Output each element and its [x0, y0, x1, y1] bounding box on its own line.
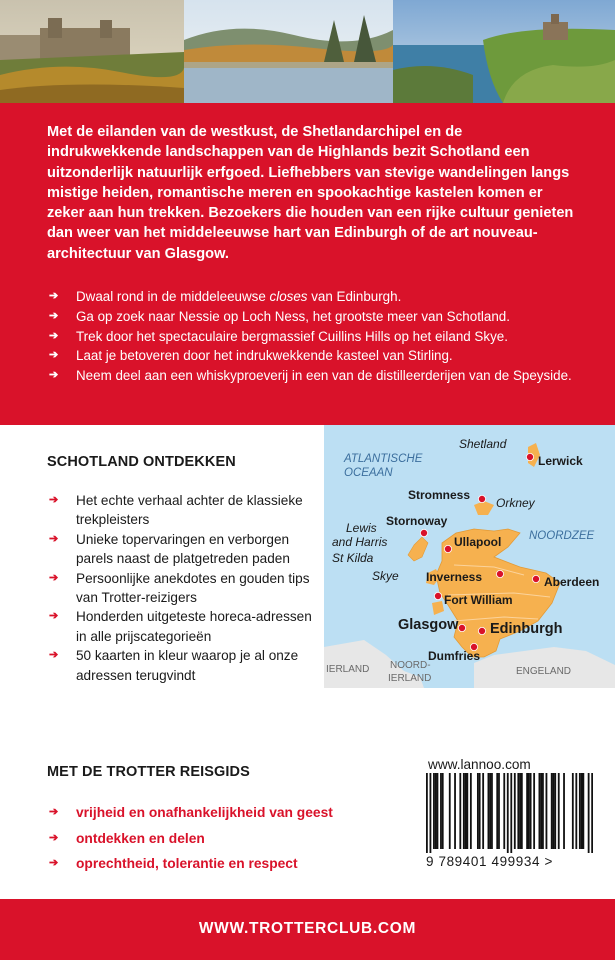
- inverness-marker: [496, 570, 503, 577]
- northsea-label: NOORDZEE: [529, 530, 595, 542]
- barcode-bar: [440, 773, 442, 849]
- discover-title: SCHOTLAND ONTDEKKEN: [47, 454, 236, 470]
- list-item: ➔ 50 kaarten in kleur waarop je al onze adressen terugvindt: [49, 648, 299, 683]
- barcode-bar: [539, 773, 541, 849]
- barcode-bar: [528, 773, 530, 849]
- dumfries-label: Dumfries: [428, 649, 481, 663]
- barcode-bar: [533, 773, 535, 849]
- barcode-bar: [526, 773, 528, 849]
- aberdeen-label: Aberdeen: [544, 575, 600, 589]
- arrow-icon: ➔: [49, 290, 59, 302]
- photo-strip: [0, 0, 615, 103]
- list-item: ➔ Unieke topervaringen en verborgen parels naast de platgetreden paden: [49, 531, 290, 567]
- barcode-bar: [470, 773, 472, 849]
- loch-autumn-photo: [184, 0, 393, 103]
- barcode-bar: [454, 773, 456, 849]
- barcode-bar: [482, 773, 484, 849]
- barcode-bar: [498, 773, 500, 849]
- fort-william-label: Fort William: [444, 593, 513, 607]
- aberdeen-marker: [532, 575, 539, 582]
- barcode-bar: [519, 773, 521, 849]
- barcode-bar: [553, 773, 555, 849]
- list-item: ➔ Laat je betoveren door het indrukwekkende kasteel van Stirling.: [47, 346, 587, 366]
- england-label: ENGELAND: [516, 666, 572, 677]
- list-item: ➔ Het echte verhaal achter de klassieke trekpleisters: [49, 493, 303, 528]
- intro-text: Met de eilanden van de westkust, de Shetlandarchipel en de indrukwekkende landschappen van de Highlands bezit Schotland een uitzonderlijk natuurlijk erfgoed. Liefhebbers van stevige wandelingen langs mistige heiden, romantische meren en spookachtige kastelen komen er zeker aan hun trekken. Bezoekers die houden van een rijke cultuur genieten dan weer van het middeleeuwse hart van Edinburgh of de art nouveau-architectuur van Glasgow.: [47, 124, 574, 262]
- barcode-bar: [563, 773, 565, 849]
- barcode-bar: [503, 773, 505, 849]
- barcode-bar: [442, 773, 444, 849]
- barcode-bar: [542, 773, 544, 849]
- barcode-bar: [521, 773, 523, 849]
- barcode-bar: [540, 773, 542, 849]
- list-item: ➔ Ga op zoek naar Nessie op Loch Ness, het grootste meer van Schotland.: [47, 307, 587, 327]
- barcode-bar: [433, 773, 435, 849]
- arrow-icon: ➔: [49, 857, 59, 869]
- edinburgh-marker: [478, 627, 485, 634]
- trotter-title: MET DE TROTTER REISGIDS: [47, 764, 250, 780]
- highlight-list: [47, 287, 587, 386]
- barcode-bar: [430, 773, 432, 853]
- arrow-icon: ➔: [49, 610, 59, 623]
- barcode-bar: [546, 773, 548, 849]
- stromness-label: Stromness: [408, 488, 471, 502]
- barcode-bar: [426, 773, 428, 853]
- list-item: ➔ Dwaal rond in de middeleeuwse closes van Edinburgh.: [47, 287, 587, 307]
- arrow-icon: ➔: [49, 329, 59, 342]
- barcode-bar: [530, 773, 532, 849]
- scotland-map: [324, 425, 615, 688]
- barcode-bar: [517, 773, 519, 849]
- stornoway-label: Stornoway: [386, 514, 448, 528]
- barcode-bar: [507, 773, 509, 853]
- st-kilda-label: St Kilda: [332, 551, 374, 565]
- arrow-icon: ➔: [49, 532, 59, 545]
- barcode-bar: [488, 773, 490, 849]
- northern-ireland-label-2: IERLAND: [388, 673, 432, 684]
- isbn-number: 9 789401 499934 >: [426, 854, 553, 869]
- list-item: ➔ Persoonlijke anekdotes en gouden tips van Trotter-reizigers: [49, 570, 310, 606]
- arrow-icon: ➔: [49, 806, 59, 818]
- barcode-bar: [551, 773, 553, 849]
- barcode-bar: [579, 773, 581, 849]
- list-item: ➔ Neem deel aan een whiskyproeverij in een van de distilleerderijen van de Speyside.: [47, 366, 587, 386]
- list-item: ➔ Trek door het spectaculaire bergmassief Cuillins Hills op het eiland Skye.: [47, 327, 587, 347]
- northern-ireland-label-1: NOORD-: [390, 660, 431, 671]
- edinburgh-label: Edinburgh: [490, 621, 563, 637]
- skye-label: Skye: [372, 569, 399, 583]
- castle-hill-photo: [0, 0, 184, 103]
- barcode-bar: [510, 773, 512, 853]
- orkney-label: Orkney: [496, 496, 535, 510]
- list-item: ➔ ontdekken en delen: [47, 826, 377, 852]
- footer-bar: [0, 899, 615, 960]
- shetland-label: Shetland: [459, 437, 507, 451]
- barcode-bar: [435, 773, 437, 849]
- barcode-bar: [572, 773, 574, 849]
- barcode-bar: [479, 773, 481, 849]
- barcode-bar: [477, 773, 479, 849]
- ullapool-label: Ullapool: [454, 535, 502, 549]
- fort-william-marker: [434, 592, 441, 599]
- barcode-bar: [591, 773, 593, 853]
- inverness-label: Inverness: [426, 570, 483, 584]
- list-item: ➔ Honderden uitgeteste horeca-adressen in alle prijscategorieën: [49, 609, 312, 644]
- barcode-bar: [459, 773, 461, 849]
- footer-url[interactable]: WWW.TROTTERCLUB.COM: [198, 920, 417, 937]
- ullapool-marker: [444, 545, 451, 552]
- barcode-bar: [588, 773, 590, 853]
- barcode-bar: [489, 773, 491, 849]
- barcode-bar: [496, 773, 498, 849]
- arrow-icon: ➔: [49, 831, 59, 844]
- atlantic-label-1: ATLANTISCHE: [344, 453, 423, 465]
- atlantic-label-2: OCEAAN: [344, 467, 393, 479]
- barcode-bar: [466, 773, 468, 849]
- arrow-icon: ➔: [49, 494, 59, 506]
- stornoway-marker: [420, 529, 427, 536]
- stromness-marker: [478, 495, 485, 502]
- lerwick-marker: [526, 453, 533, 460]
- glasgow-marker: [458, 624, 465, 631]
- barcode-bar: [554, 773, 556, 849]
- arrow-icon: ➔: [49, 349, 59, 362]
- lewis-label-1: Lewis: [346, 521, 377, 535]
- barcode-bar: [463, 773, 465, 849]
- glasgow-label: Glasgow: [398, 617, 459, 633]
- barcode-bar: [491, 773, 493, 849]
- coastal-castle-photo: [393, 0, 615, 103]
- lewis-label-2: and Harris: [332, 535, 388, 549]
- barcode-bar: [582, 773, 584, 849]
- trotter-list: [47, 800, 377, 877]
- discover-list: [47, 491, 317, 685]
- publisher-url: www.lannoo.com: [428, 757, 531, 772]
- barcode-bar: [465, 773, 467, 849]
- barcode-bar: [449, 773, 451, 849]
- arrow-icon: ➔: [49, 369, 59, 382]
- arrow-icon: ➔: [49, 309, 59, 322]
- arrow-icon: ➔: [49, 571, 59, 584]
- barcode-bar: [558, 773, 560, 849]
- barcode-bar: [575, 773, 577, 849]
- arrow-icon: ➔: [49, 649, 59, 662]
- list-item: ➔ oprechtheid, tolerantie en respect: [47, 851, 377, 877]
- barcode-bar: [581, 773, 583, 849]
- intro-panel: [0, 103, 615, 425]
- lerwick-label: Lerwick: [538, 454, 583, 468]
- list-item: ➔ vrijheid en onafhankelijkheid van geest: [47, 800, 377, 826]
- barcode-bar: [437, 773, 439, 849]
- barcode-bar: [514, 773, 516, 849]
- ireland-label: IERLAND: [326, 664, 370, 675]
